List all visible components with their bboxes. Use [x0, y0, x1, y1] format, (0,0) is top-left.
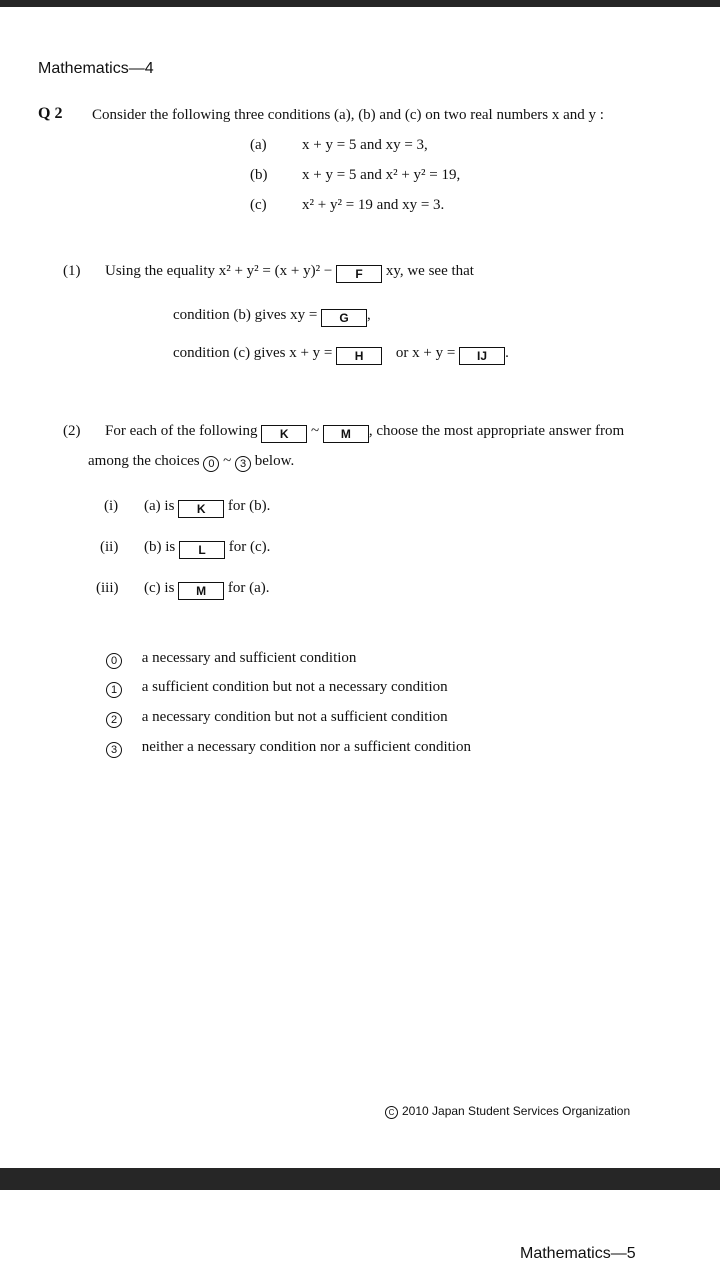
copyright-icon: C	[385, 1106, 398, 1119]
item-i-tail: for (b).	[227, 498, 271, 514]
choice-3	[106, 737, 471, 758]
condition-c-text: x² + y² = 19 and xy = 3.	[302, 197, 445, 213]
part2-label: (2)	[63, 423, 81, 439]
part2-lead: For each of the following	[105, 423, 258, 439]
item-iii-lead: (c) is	[144, 580, 175, 596]
part1-b-tail: ,	[367, 307, 371, 323]
part1-line-b	[173, 305, 371, 327]
tilde-symbol-2: ~	[223, 453, 232, 469]
condition-a-label: (a)	[250, 137, 267, 153]
part1-c-tail: .	[505, 345, 509, 361]
choice-2	[106, 707, 448, 728]
top-page-bar	[0, 0, 720, 7]
condition-c-label: (c)	[250, 197, 267, 213]
answer-box-h[interactable]: H	[336, 347, 382, 365]
copyright-text: 2010 Japan Student Services Organization	[402, 1104, 631, 1118]
choice-3-text: neither a necessary condition nor a sufficient condition	[141, 739, 471, 755]
part2-line2-lead: among the choices	[88, 453, 200, 469]
question-label: Q 2	[38, 105, 63, 122]
item-i-lead: (a) is	[144, 498, 175, 514]
choice-1-text: a sufficient condition but not a necessary condition	[141, 679, 448, 695]
part2-line2-tail: below.	[254, 453, 295, 469]
choice-1	[106, 677, 448, 698]
page-divider-bar	[0, 1168, 720, 1190]
answer-box-m[interactable]: M	[178, 582, 224, 600]
part1-b-lead: condition (b) gives xy =	[173, 307, 318, 323]
answer-box-f[interactable]: F	[336, 265, 382, 283]
part1-lead: Using the equality x² + y² = (x + y)² −	[105, 263, 333, 279]
part2-line2	[88, 451, 294, 472]
answer-box-ij[interactable]: IJ	[459, 347, 505, 365]
answer-box-k-ref[interactable]: K	[261, 425, 307, 443]
choice-2-text: a necessary condition but not a sufficient condition	[141, 709, 448, 725]
circled-one-icon: 1	[106, 682, 122, 698]
item-i-label: (i)	[104, 498, 119, 514]
part1-line-c	[173, 343, 509, 365]
circled-two-icon: 2	[106, 712, 122, 728]
part1-label: (1)	[63, 263, 81, 279]
item-i	[144, 496, 270, 518]
item-ii	[144, 537, 270, 559]
item-iii-label: (iii)	[96, 580, 119, 596]
part1-c-mid: or x + y =	[395, 345, 456, 361]
question-intro: Consider the following three conditions (a), (b) and (c) on two real numbers x and y :	[92, 107, 604, 123]
part2-line1	[105, 421, 624, 443]
item-iii	[144, 578, 270, 600]
part1-tail: xy, we see that	[385, 263, 474, 279]
part1-line1	[105, 261, 474, 283]
answer-box-l[interactable]: L	[179, 541, 225, 559]
circled-three-icon: 3	[235, 456, 251, 472]
answer-box-k[interactable]: K	[178, 500, 224, 518]
circled-three-icon: 3	[106, 742, 122, 758]
item-ii-lead: (b) is	[144, 539, 176, 555]
part1-c-lead: condition (c) gives x + y =	[173, 345, 333, 361]
copyright-notice	[385, 1101, 630, 1121]
condition-b-text: x + y = 5 and x² + y² = 19,	[302, 167, 461, 183]
choice-0-text: a necessary and sufficient condition	[141, 650, 357, 666]
condition-a-text: x + y = 5 and xy = 3,	[302, 137, 428, 153]
choice-0	[106, 648, 356, 669]
answer-box-g[interactable]: G	[321, 309, 367, 327]
item-iii-tail: for (a).	[227, 580, 270, 596]
next-page-header: Mathematics—5	[520, 1245, 636, 1262]
answer-box-m-ref[interactable]: M	[323, 425, 369, 443]
item-ii-label: (ii)	[100, 539, 119, 555]
tilde-symbol: ~	[310, 423, 320, 439]
part2-tail: , choose the most appropriate answer from	[368, 423, 625, 439]
page-header: Mathematics—4	[38, 60, 154, 77]
circled-zero-icon: 0	[106, 653, 122, 669]
item-ii-tail: for (c).	[228, 539, 271, 555]
circled-zero-icon: 0	[203, 456, 219, 472]
condition-b-label: (b)	[250, 167, 268, 183]
